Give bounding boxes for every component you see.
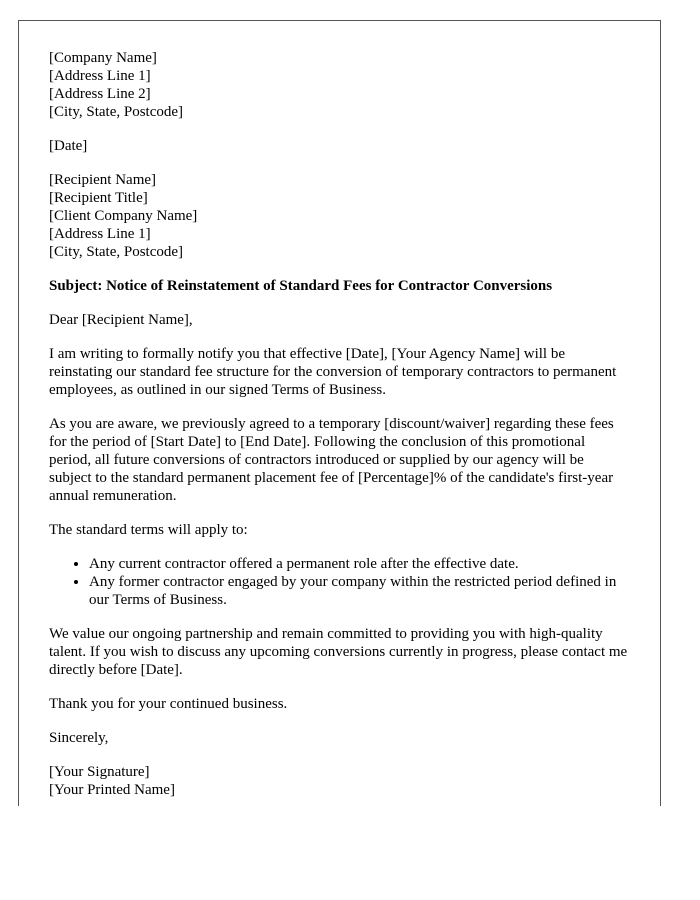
sender-company: [Company Name] — [49, 50, 157, 66]
signature-placeholder: [Your Signature] — [49, 764, 150, 780]
recipient-address — [49, 171, 630, 261]
recipient-company: [Client Company Name] — [49, 208, 198, 224]
printed-name: [Your Printed Name] — [49, 782, 175, 798]
date-text: [Date] — [49, 138, 88, 154]
signature-block — [49, 763, 630, 799]
letter-date — [49, 137, 630, 155]
sender-address-line-1: [Address Line 1] — [49, 68, 151, 84]
closing-paragraph-2: Thank you for your continued business. — [49, 696, 288, 712]
terms-list — [49, 555, 630, 609]
recipient-title: [Recipient Title] — [49, 190, 148, 206]
salutation: Dear [Recipient Name], — [49, 312, 193, 328]
body-paragraph-3: The standard terms will apply to: — [49, 522, 248, 538]
recipient-address-line-1: [Address Line 1] — [49, 226, 151, 242]
body-paragraph-2: As you are aware, we previously agreed to a temporary [discount/waiver] regarding these fees for the period of [Start Date] to [End Date]. Following the conclusion of this promotional period, all future conversions of contractors introduced or supplied by our agency will be subject to the standard permanent placement fee of [Percentage]% of the candidate's first-year annual remuneration. — [49, 416, 614, 504]
sender-address-line-2: [Address Line 2] — [49, 86, 151, 102]
list-item: • Any current contractor offered a permanent role after the effective date. — [89, 555, 630, 573]
body-paragraph-1: I am writing to formally notify you that effective [Date], [Your Agency Name] will be reinstating our standard fee structure for the conversion of temporary contractors to permanent employees, as outlined in our signed Terms of Business. — [49, 346, 617, 398]
closing-paragraph-1: We value our ongoing partnership and remain committed to providing you with high-quality talent. If you wish to discuss any upcoming conversions currently in progress, please contact me directly before [Date]. — [49, 626, 628, 678]
recipient-name: [Recipient Name] — [49, 172, 157, 188]
sender-city: [City, State, Postcode] — [49, 104, 184, 120]
list-item: • Any former contractor engaged by your company within the restricted period defined in our Terms of Business. — [89, 573, 630, 609]
sender-address — [49, 49, 630, 121]
recipient-city: [City, State, Postcode] — [49, 244, 184, 260]
letter-page — [18, 20, 661, 806]
subject-line: Subject: Notice of Reinstatement of Standard Fees for Contractor Conversions — [49, 278, 553, 294]
signoff: Sincerely, — [49, 730, 109, 746]
